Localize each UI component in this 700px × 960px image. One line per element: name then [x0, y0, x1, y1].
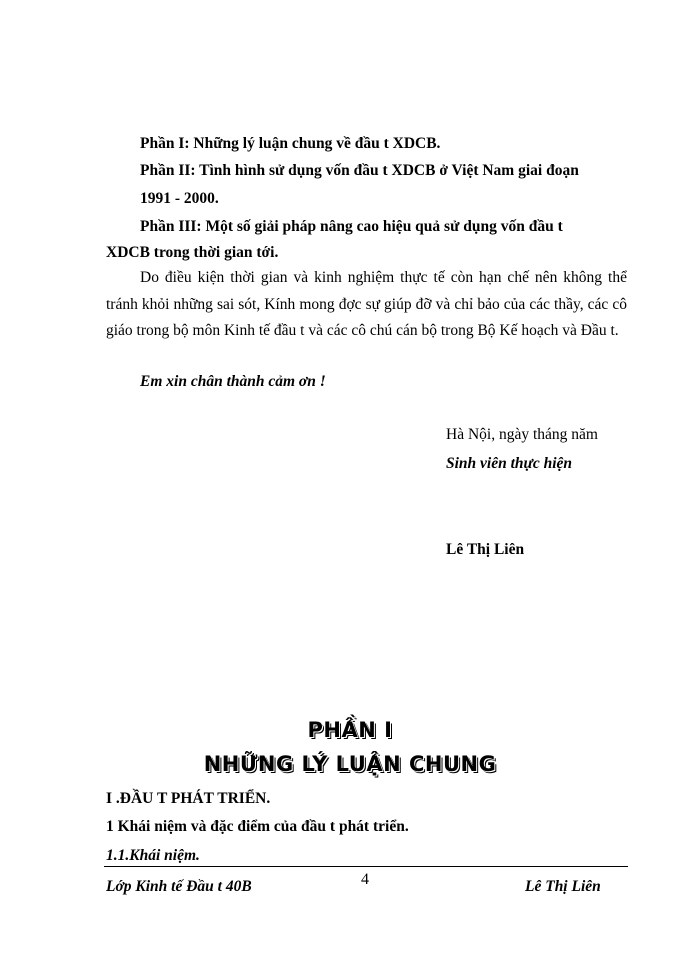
- section-subsubheading: 1.1.Khái niệm.: [106, 847, 200, 864]
- chapter-title: NHỮNG LÝ LUẬN CHUNG: [203, 752, 497, 776]
- footer-divider: [104, 866, 628, 867]
- page-number: 4: [361, 871, 369, 888]
- signature-place-date: Hà Nội, ngày tháng năm: [446, 426, 598, 443]
- intro-part-2-cont: 1991 - 2000.: [140, 190, 219, 207]
- thanks-line: Em xin chân thành cảm ơn !: [140, 373, 326, 390]
- chapter-label: PHẦN I: [307, 718, 393, 742]
- intro-part-3: Phần III: Một số giải pháp nâng cao hiệu quả sử dụng vốn đầu t: [140, 218, 563, 235]
- intro-part-1: Phần I: Những lý luận chung về đầu t XDCB.: [140, 135, 441, 152]
- acknowledgement-paragraph: Do điều kiện thời gian và kinh nghiệm thực tế còn hạn chế nên không thể tránh khỏi những sai sót, Kính mong đợc sự giúp đỡ và chỉ bảo của các thầy, các cô giáo trong bộ môn Kinh tế đầu t và các cô chú cán bộ trong Bộ Kế hoạch và Đầu t.: [106, 269, 627, 339]
- signature-role: Sinh viên thực hiện: [446, 455, 572, 472]
- section-subheading: 1 Khái niệm và đặc điểm của đầu t phát triển.: [106, 818, 409, 835]
- intro-part-2: Phần II: Tình hình sử dụng vốn đầu t XDCB ở Việt Nam giai đoạn: [140, 162, 579, 179]
- signature-name: Lê Thị Liên: [446, 541, 525, 558]
- section-heading: I .ĐẦU T PHÁT TRIỂN.: [106, 790, 271, 807]
- footer-author: Lê Thị Liên: [525, 878, 601, 895]
- footer-class: Lớp Kinh tế Đầu t 40B: [106, 878, 252, 895]
- intro-part-3-cont: XDCB trong thời gian tới.: [106, 244, 279, 261]
